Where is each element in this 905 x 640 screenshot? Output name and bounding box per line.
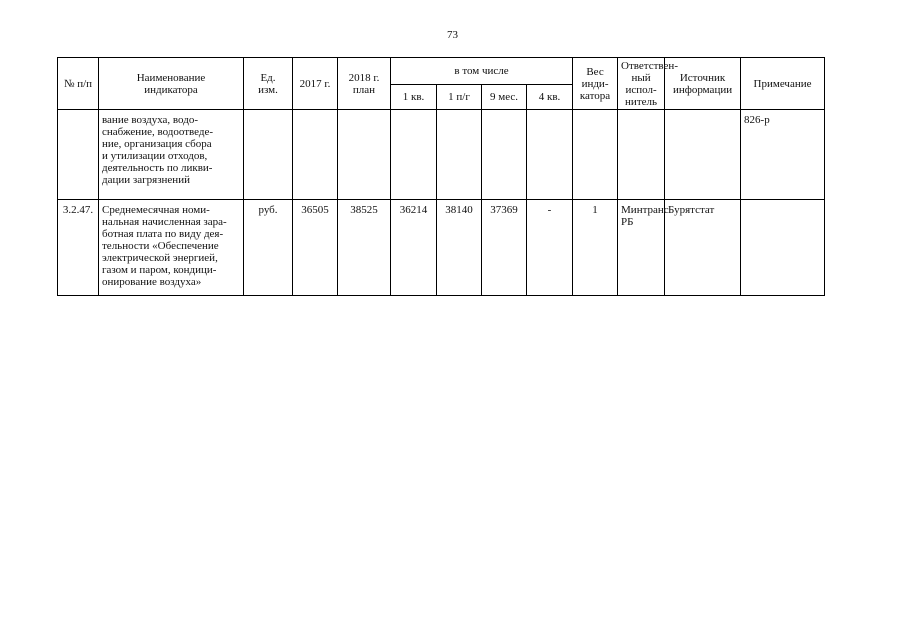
row-9m <box>482 110 527 200</box>
row-name: Среднемесячная номи- нальная начисленная зара- ботная плата по виду дея- тельности «Обеспечение электрической энергией, газом и паром, кондици- онирование воздуха» <box>99 200 244 296</box>
row-source <box>665 110 741 200</box>
col-h1-header: 1 п/г <box>437 85 482 110</box>
col-q4-header: 4 кв. <box>527 85 573 110</box>
row-name: вание воздуха, водо- снабжение, водоотведе- ние, организация сбора и утилизации отходов, деятельность по ликви- дации загрязнений <box>99 110 244 200</box>
col-including-header: в том числе <box>391 58 573 85</box>
row-2017: 36505 <box>293 200 338 296</box>
row-h1 <box>437 110 482 200</box>
header-row <box>58 58 905 85</box>
col-source-header: Источник информации <box>665 58 741 110</box>
row-responsible: Минтранс РБ <box>618 200 665 296</box>
row-q1 <box>391 110 437 200</box>
col-2018-header: 2018 г. план <box>338 58 391 110</box>
row-h1: 38140 <box>437 200 482 296</box>
table-row <box>58 110 905 200</box>
row-note <box>741 200 825 296</box>
indicators-table <box>57 57 905 296</box>
row-2018: 38525 <box>338 200 391 296</box>
row-q4 <box>527 110 573 200</box>
row-num: 3.2.47. <box>58 200 99 296</box>
row-unit <box>244 110 293 200</box>
row-responsible <box>618 110 665 200</box>
col-9m-header: 9 мес. <box>482 85 527 110</box>
row-source: Бурятстат <box>665 200 741 296</box>
col-responsible-header: Ответствен- ный испол- нитель <box>618 58 665 110</box>
col-name-header: Наименование индикатора <box>99 58 244 110</box>
table-row <box>58 200 905 296</box>
row-weight: 1 <box>573 200 618 296</box>
row-num <box>58 110 99 200</box>
row-q1: 36214 <box>391 200 437 296</box>
row-2018 <box>338 110 391 200</box>
row-weight <box>573 110 618 200</box>
col-2017-header: 2017 г. <box>293 58 338 110</box>
row-unit: руб. <box>244 200 293 296</box>
row-2017 <box>293 110 338 200</box>
col-note-header: Примечание <box>741 58 825 110</box>
col-num-header: № п/п <box>58 58 99 110</box>
row-note: 826-р <box>741 110 825 200</box>
row-q4: - <box>527 200 573 296</box>
col-weight-header: Вес инди- катора <box>573 58 618 110</box>
page-number: 73 <box>447 29 458 41</box>
col-unit-header: Ед. изм. <box>244 58 293 110</box>
col-q1-header: 1 кв. <box>391 85 437 110</box>
row-9m: 37369 <box>482 200 527 296</box>
